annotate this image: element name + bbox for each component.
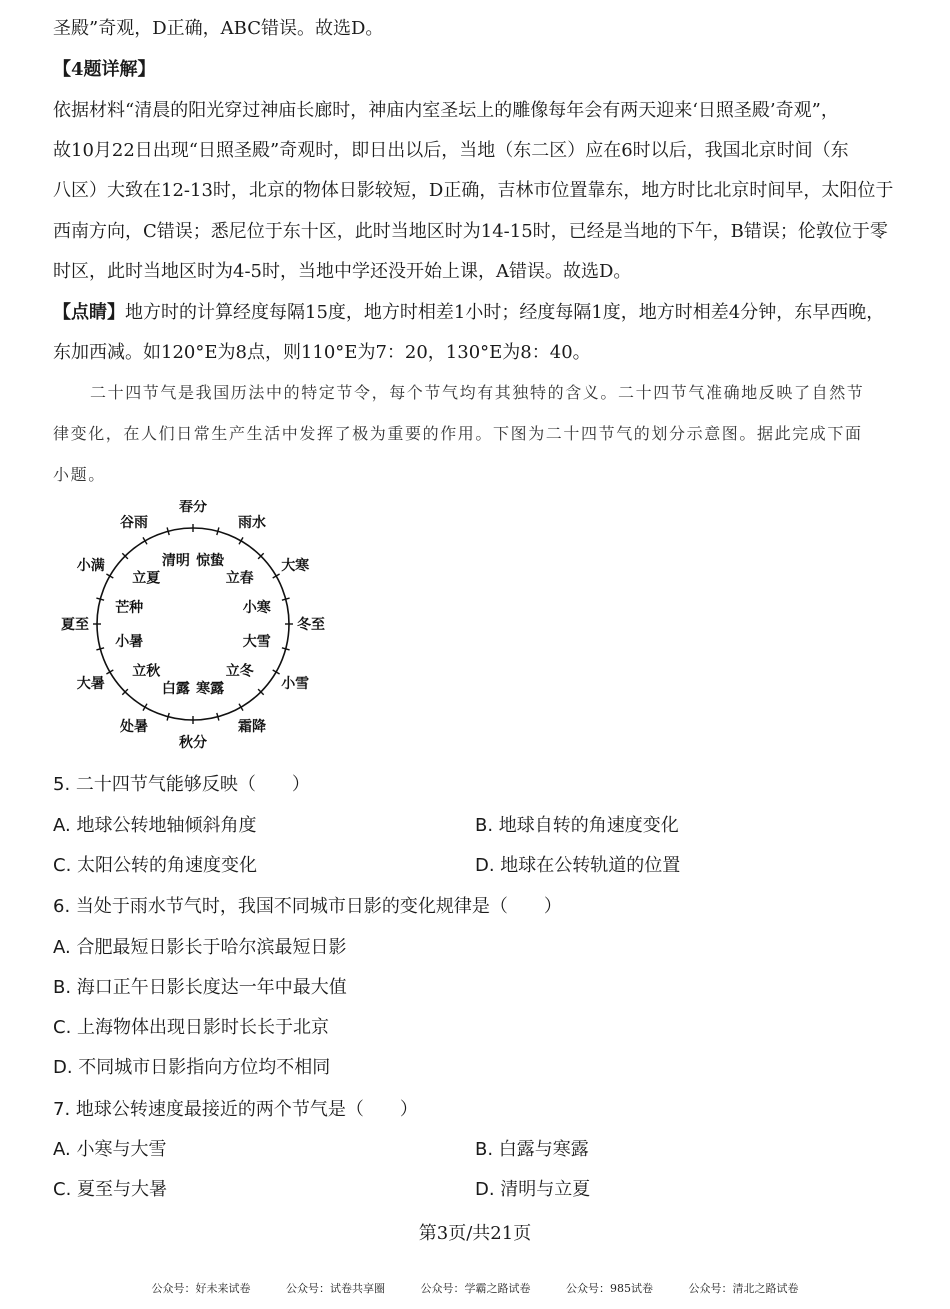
answer-line: 八区）大致在12-13时，北京的物体日影较短，D正确，吉林市位置靠东，地方时比北京时间早，太阳位于 <box>53 180 894 201</box>
intro-line: 二十四节气是我国历法中的特定节令，每个节气均有其独特的含义。二十四节气准确地反映了自然节 <box>90 383 865 402</box>
answer-line: 时区，此时当地区时为4-5时，当地中学还没开始上课，A错误。故选D。 <box>53 261 632 282</box>
option-6d[interactable]: D. 不同城市日影指向方位均不相同 <box>53 1057 331 1078</box>
inner-term-label: 立夏 <box>132 570 161 587</box>
outer-term-label: 秋分 <box>179 735 207 750</box>
outer-term-label: 霜降 <box>238 719 266 736</box>
option-6b[interactable]: B. 海口正午日影长度达一年中最大值 <box>53 977 347 998</box>
outer-term-label: 冬至 <box>297 617 325 633</box>
option-7c[interactable]: C. 夏至与大暑 <box>53 1179 168 1200</box>
inner-term-label: 白露 <box>161 680 190 697</box>
option-7b[interactable]: B. 白露与寒露 <box>475 1139 589 1160</box>
inner-labels <box>115 552 271 697</box>
answer-line: 西南方向，C错误；悉尼位于东十区，此时当地区时为14-15时，已经是当地的下午，B错误；伦敦位于零 <box>53 221 888 242</box>
tip-label: 【点睛】 <box>53 302 125 323</box>
outer-term-label: 夏至 <box>61 617 89 633</box>
section-heading: 【4题详解】 <box>53 59 156 80</box>
inner-term-label: 大雪 <box>242 634 271 651</box>
inner-term-label: 小寒 <box>242 599 271 616</box>
answer-line: 故10月22日出现“日照圣殿”奇观时，即日出以后，当地（东二区）应在6时以后，我国北京时间（东 <box>53 140 849 161</box>
outer-term-label: 大寒 <box>281 558 310 574</box>
option-5a[interactable]: A. 地球公转地轴倾斜角度 <box>53 815 257 836</box>
intro-line: 小题。 <box>53 465 106 484</box>
page-number: 第3页/共21页 <box>418 1223 532 1244</box>
inner-term-label: 小暑 <box>115 634 144 651</box>
option-6a[interactable]: A. 合肥最短日影长于哈尔滨最短日影 <box>53 937 347 958</box>
option-7d[interactable]: D. 清明与立夏 <box>475 1179 591 1200</box>
watermark-text: 公众号：学霸之路试卷 <box>420 1282 531 1295</box>
inner-term-label: 立冬 <box>225 663 254 680</box>
inner-term-label: 惊蛰 <box>196 553 225 570</box>
outer-term-label: 大暑 <box>76 676 105 692</box>
question-5-stem: 5. 二十四节气能够反映（ ） <box>53 774 310 795</box>
outer-term-label: 小雪 <box>281 676 310 692</box>
tip-text: 地方时的计算经度每隔15度，地方时相差1小时；经度每隔1度，地方时相差4分钟，东早西晚， <box>125 302 885 323</box>
option-5b[interactable]: B. 地球自转的角速度变化 <box>475 815 679 836</box>
watermark-text: 公众号：试卷共享圈 <box>286 1282 385 1295</box>
option-5c[interactable]: C. 太阳公转的角速度变化 <box>53 855 258 876</box>
outer-term-label: 谷雨 <box>120 514 148 531</box>
option-5d[interactable]: D. 地球在公转轨道的位置 <box>475 855 681 876</box>
watermark-text: 公众号：清北之路试卷 <box>688 1282 799 1295</box>
inner-term-label: 芒种 <box>115 599 144 616</box>
outer-term-label: 处暑 <box>120 719 148 736</box>
question-6-stem: 6. 当处于雨水节气时，我国不同城市日影的变化规律是（ ） <box>53 896 562 917</box>
question-7-stem: 7. 地球公转速度最接近的两个节气是（ ） <box>53 1099 418 1120</box>
watermark-row <box>0 1280 950 1296</box>
option-6c[interactable]: C. 上海物体出现日影时长长于北京 <box>53 1017 330 1038</box>
inner-term-label: 清明 <box>161 553 190 570</box>
answer-line: 圣殿”奇观，D正确，ABC错误。故选D。 <box>53 18 384 39</box>
watermark-text: 公众号：好未来试卷 <box>151 1282 251 1295</box>
outer-term-label: 春分 <box>179 500 207 515</box>
outer-labels <box>61 500 325 750</box>
inner-term-label: 立秋 <box>132 663 161 680</box>
inner-term-label: 立春 <box>225 570 254 587</box>
answer-line: 依据材料“清晨的阳光穿过神庙长廊时，神庙内室圣坛上的雕像每年会有两天迎来‘日照圣殿’奇观”， <box>53 100 839 121</box>
tick-marks <box>93 524 293 724</box>
intro-line: 律变化，在人们日常生产生活中发挥了极为重要的作用。下图为二十四节气的划分示意图。据此完成下面 <box>53 424 863 443</box>
option-7a[interactable]: A. 小寒与大雪 <box>53 1139 167 1160</box>
outer-term-label: 小满 <box>76 558 105 574</box>
inner-term-label: 寒露 <box>196 680 225 697</box>
outer-term-label: 雨水 <box>238 514 266 531</box>
tip-line: 东加西减。如120°E为8点，则110°E为7：20，130°E为8：40。 <box>53 342 591 363</box>
watermark-text: 公众号：985试卷 <box>566 1282 653 1295</box>
tip-line <box>53 298 884 324</box>
solar-terms-diagram <box>55 500 345 750</box>
